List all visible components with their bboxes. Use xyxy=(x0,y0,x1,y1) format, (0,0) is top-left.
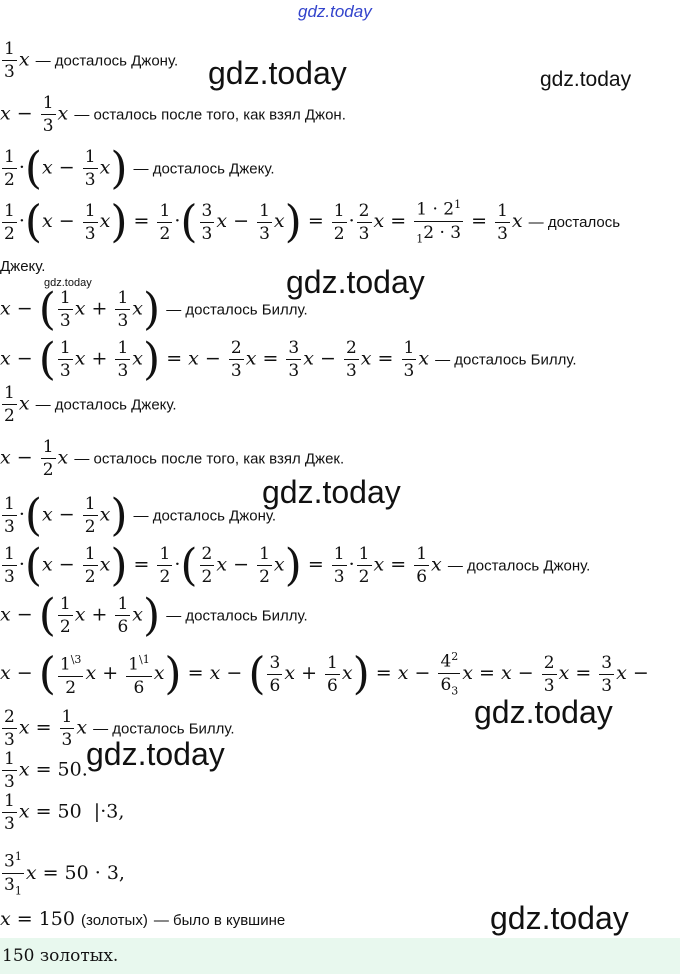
watermark: gdz.today xyxy=(262,474,401,510)
equation-line: $\frac{1}{2}$ ·(x − $\frac{1}{3}$ x) = $\frac{1}{2}$ ·( $\frac{3}{3}$ x − $\frac{1}{3}$ x) = $\frac{1}{2}$ · $\frac{2}{3}$ x = $\frac{1 \cdot 2^1}{_12 \cdot 3}$ = $\frac{1}{3}$ x — досталось xyxy=(0,194,620,250)
line-text: — досталось Джону. xyxy=(133,507,277,525)
equation-line: x − ( $\frac{1}{3}$ x + $\frac{1}{3}$ x) — досталось Биллу. xyxy=(0,284,308,335)
watermark: gdz.today xyxy=(286,264,425,300)
line-text: — досталось Биллу. xyxy=(93,720,235,738)
header-site-link[interactable]: gdz.today xyxy=(298,2,372,21)
equation-line: x − ( $\frac{1^{\backslash 3}}{2}$ x + $\frac{1^{\backslash 1}}{6}$ x) = x − ( $\frac{3}{6}$ x + $\frac{1}{6}$ x) = x − $\frac{4^2}{6_3}$ x = x − $\frac{2}{3}$ x = $\frac{3}{3}$ x − xyxy=(0,646,649,702)
watermark: gdz.today xyxy=(208,55,347,91)
equation-line: $\frac{1}{3}$ ·(x − $\frac{1}{2}$ x) — досталось Джону. xyxy=(4,490,277,541)
line-text: — досталось Джону. xyxy=(35,52,179,70)
line-text: — досталось Биллу. xyxy=(166,607,308,625)
equation-line: $\frac{1}{3}$ x = 50. xyxy=(4,749,88,792)
line-text: (золотых) xyxy=(81,912,148,929)
line-text: — досталось Джону. xyxy=(447,557,591,575)
watermark: gdz.today xyxy=(44,277,92,289)
line-text: — досталось Джеку. xyxy=(35,396,177,414)
equation-line: $\frac{3^1}{3_1}$ x = 50 · 3, xyxy=(0,846,125,902)
equation-line: $\frac{1}{3}$ ·(x − $\frac{1}{2}$ x) = $\frac{1}{2}$ ·( $\frac{2}{2}$ x − $\frac{1}{2}$ x) = $\frac{1}{3}$ · $\frac{1}{2}$ x = $\frac{1}{6}$ x — досталось Джону. xyxy=(4,540,591,591)
line-text: — досталось xyxy=(528,214,621,232)
equation-line: $\frac{1}{2}$ x — досталось Джеку. xyxy=(4,383,177,426)
equation-line: x − ( $\frac{1}{3}$ x + $\frac{1}{3}$ x) = x − $\frac{2}{3}$ x = $\frac{3}{3}$ x − $\frac{2}{3}$ x = $\frac{1}{3}$ x — досталось Биллу. xyxy=(0,334,577,385)
line-text: — было в кувшине xyxy=(153,912,286,929)
equation-line: $\frac{2}{3}$ x = $\frac{1}{3}$ x — досталось Биллу. xyxy=(4,707,235,750)
watermark: gdz.today xyxy=(86,736,225,772)
watermark: gdz.today xyxy=(540,68,632,91)
line-text: — досталось Биллу. xyxy=(435,351,577,369)
line-text: — досталось Джеку. xyxy=(133,160,275,178)
line-text: — осталось после того, как взял Джон. xyxy=(74,106,346,124)
watermark: gdz.today xyxy=(490,900,629,936)
line-text: — осталось после того, как взял Джек. xyxy=(74,450,345,468)
equation-line: x − ( $\frac{1}{2}$ x + $\frac{1}{6}$ x) — досталось Биллу. xyxy=(0,590,308,641)
line-text: Джеку. xyxy=(0,258,46,275)
equation-line: $\frac{1}{2}$ ·(x − $\frac{1}{3}$ x) — досталось Джеку. xyxy=(4,143,275,194)
equation-line: x − $\frac{1}{3}$ x — осталось после того, как взял Джон. xyxy=(0,93,346,136)
line-text: — досталось Биллу. xyxy=(166,301,308,319)
equation-line: $\frac{1}{3}$ x — досталось Джону. xyxy=(4,39,179,82)
answer-text: 150 золотых. xyxy=(2,946,119,966)
watermark: gdz.today xyxy=(474,694,613,730)
answer-box xyxy=(0,938,680,974)
equation-line: x = 150 (золотых) — было в кувшине xyxy=(0,908,286,930)
equation-line: x − $\frac{1}{2}$ x — осталось после того, как взял Джек. xyxy=(0,437,345,480)
equation-line: $\frac{1}{3}$ x = 50 |·3, xyxy=(4,791,125,834)
